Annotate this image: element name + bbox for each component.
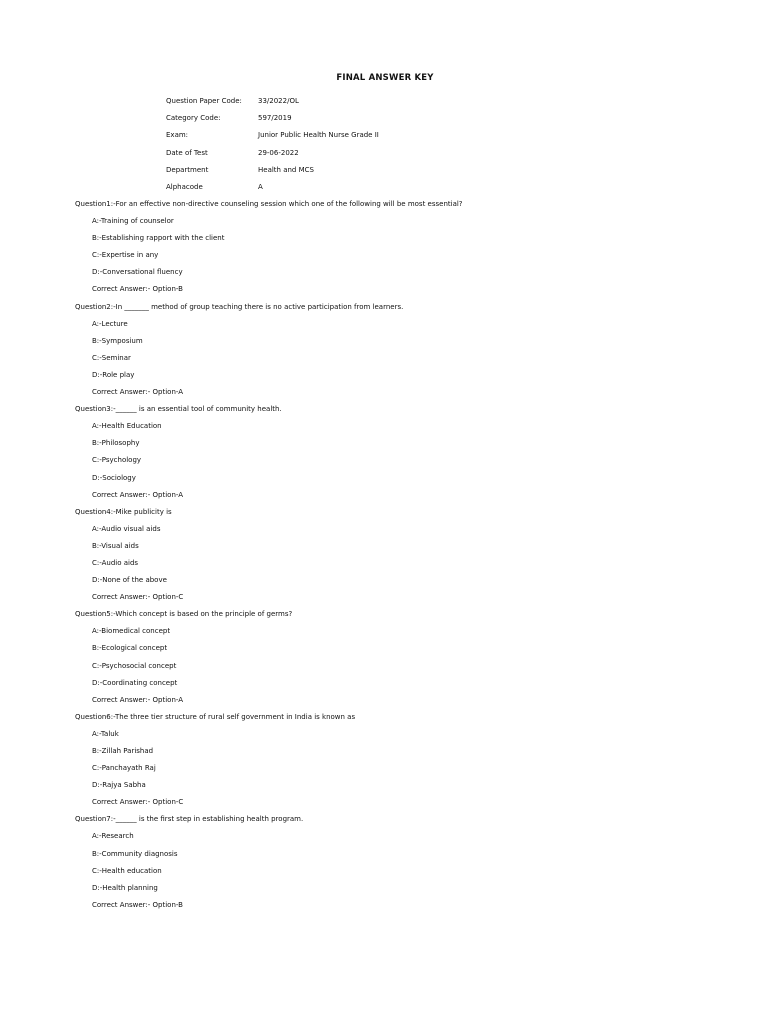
page-title: FINAL ANSWER KEY <box>336 73 434 83</box>
correct-answer: Correct Answer:- Option-A <box>92 490 184 499</box>
option-b: B:-Symposium <box>92 336 143 345</box>
question-text: Question3:-______ is an essential tool of community health. <box>75 405 282 414</box>
correct-answer: Correct Answer:- Option-A <box>92 695 184 704</box>
correct-answer: Correct Answer:- Option-A <box>92 388 184 397</box>
meta-value: 33/2022/OL <box>258 97 299 105</box>
option-a: A:-Health Education <box>92 422 162 431</box>
question-text: Question6:-The three tier structure of rural self government in India is known as <box>75 712 356 721</box>
meta-value: A <box>258 182 263 191</box>
meta-row-date <box>166 149 379 166</box>
option-b: B:-Zillah Parishad <box>92 747 154 755</box>
question-text: Question4:-Mike publicity is <box>75 507 172 516</box>
meta-value: Health and MCS <box>258 165 314 174</box>
meta-value: 597/2019 <box>258 114 292 123</box>
meta-row-paper-code <box>166 97 379 114</box>
meta-row-department <box>166 166 379 183</box>
option-c: C:-Health education <box>92 866 162 875</box>
option-a: A:-Training of counselor <box>92 217 174 226</box>
option-c: C:-Psychology <box>92 456 142 465</box>
question-list <box>75 200 463 918</box>
meta-key: Exam: <box>166 131 189 140</box>
correct-answer: Correct Answer:- Option-B <box>92 900 183 909</box>
option-d: D:-Health planning <box>92 883 158 892</box>
option-c: C:-Panchayath Raj <box>92 764 156 773</box>
option-d: D:-Conversational fluency <box>92 268 183 277</box>
correct-answer: Correct Answer:- Option-B <box>92 285 183 294</box>
correct-answer: Correct Answer:- Option-C <box>92 593 184 602</box>
question-text: Question7:-______ is the first step in establishing health program. <box>75 815 304 824</box>
question-text: Question2:-In _______ method of group teaching there is no active participation from learners. <box>75 302 404 311</box>
option-a: A:-Taluk <box>92 729 119 738</box>
meta-key: Alphacode <box>166 182 203 191</box>
option-a: A:-Audio visual aids <box>92 524 161 533</box>
option-c: C:-Audio aids <box>92 558 139 567</box>
option-a: A:-Lecture <box>92 319 128 328</box>
meta-row-category-code <box>166 114 379 131</box>
meta-key: Category Code: <box>166 114 221 123</box>
option-c: C:-Expertise in any <box>92 251 159 260</box>
option-d: D:-Rajya Sabha <box>92 781 146 790</box>
option-d: D:-Coordinating concept <box>92 678 178 687</box>
meta-value: 29-06-2022 <box>258 148 299 157</box>
option-d: D:-None of the above <box>92 576 167 585</box>
option-c: C:-Seminar <box>92 353 131 362</box>
meta-row-alphacode <box>166 183 379 200</box>
option-d: D:-Sociology <box>92 473 136 482</box>
meta-value: Junior Public Health Nurse Grade II <box>258 131 379 140</box>
option-a: A:-Biomedical concept <box>92 627 171 636</box>
meta-row-exam <box>166 131 379 148</box>
option-b: B:-Establishing rapport with the client <box>92 234 225 243</box>
meta-key: Date of Test <box>166 148 208 157</box>
option-b: B:-Visual aids <box>92 541 139 550</box>
option-b: B:-Ecological concept <box>92 644 168 653</box>
option-a: A:-Research <box>92 832 134 841</box>
question-text: Question5:-Which concept is based on the principle of germs? <box>75 610 293 619</box>
option-d: D:-Role play <box>92 370 135 379</box>
meta-key: Department <box>166 165 209 174</box>
exam-details <box>166 97 379 200</box>
option-c: C:-Psychosocial concept <box>92 661 177 670</box>
option-b: B:-Community diagnosis <box>92 849 178 858</box>
meta-key: Question Paper Code: <box>166 97 242 105</box>
option-b: B:-Philosophy <box>92 439 140 448</box>
correct-answer: Correct Answer:- Option-C <box>92 798 184 807</box>
question-text: Question1:-For an effective non-directive counseling session which one of the following will be most essential? <box>75 200 463 208</box>
